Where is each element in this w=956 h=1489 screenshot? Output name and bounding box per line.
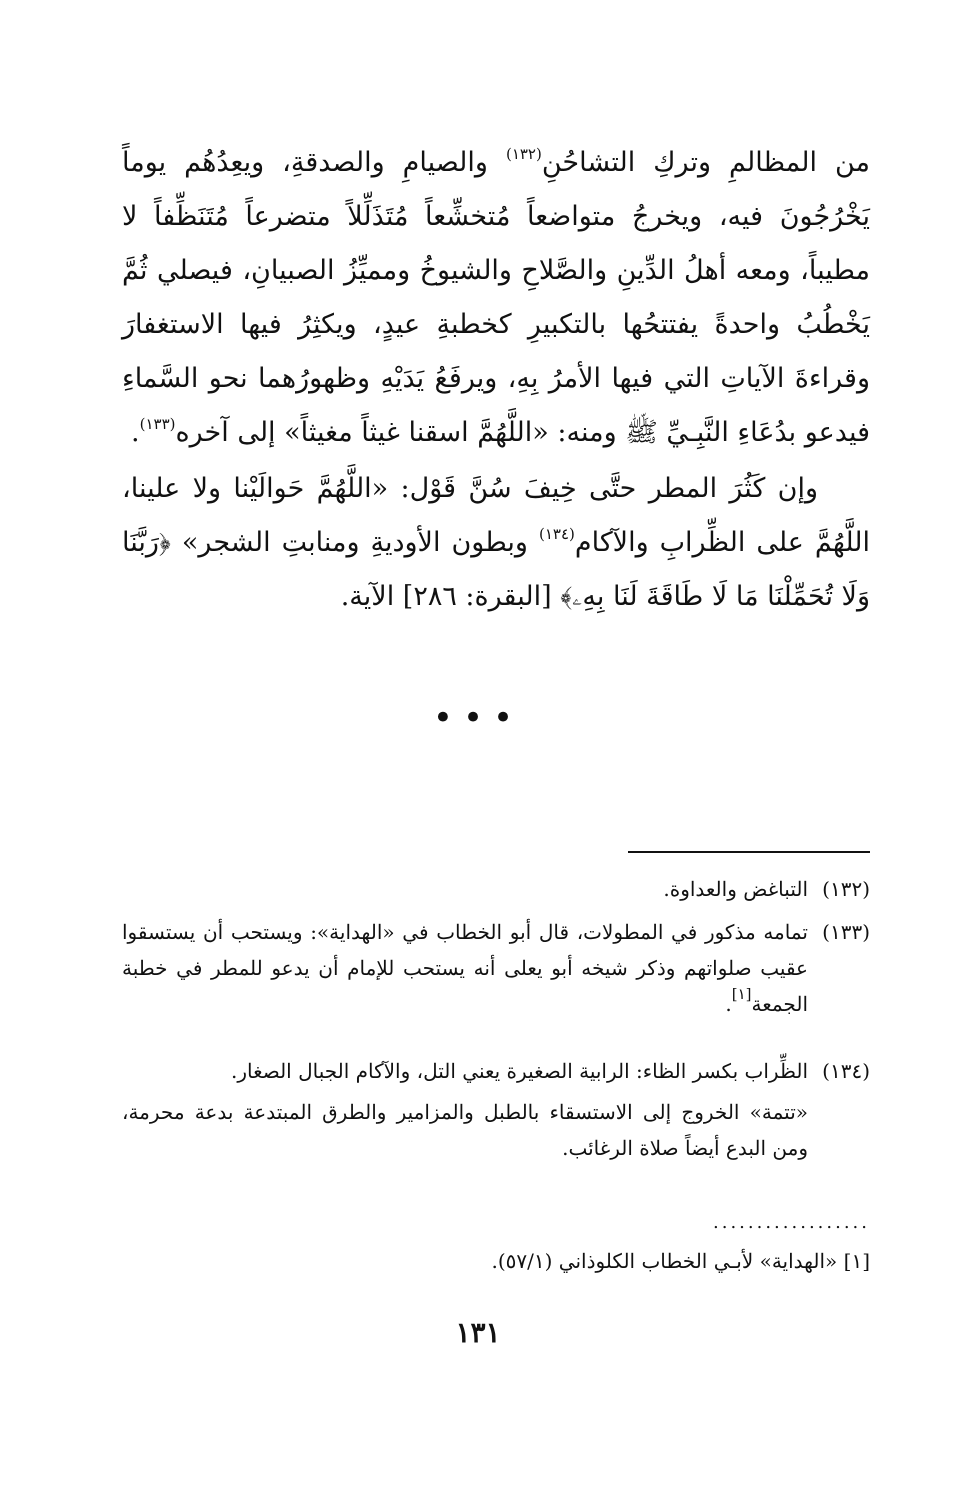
footnote-ref-133: (١٣٣) <box>139 415 176 433</box>
footnote-ref-132: (١٣٢) <box>505 145 542 163</box>
editor-separator: .................. <box>713 1212 870 1233</box>
page-number: ١٣١ <box>455 1316 501 1349</box>
paragraph-1 <box>122 136 870 460</box>
main-text <box>122 136 870 624</box>
footnote-number: (١٣٢) <box>822 877 870 901</box>
footnote-133 <box>122 914 870 1022</box>
text-run: وإن كَثُرَ المطر حتَّى خِيفَ سُنَّ قَوْل: «اللَّهُمَّ حَوالَيْنا ولا علينا، اللَّهُمَّ على الظِّرابِ والآكام <box>122 473 870 558</box>
footnote-text: التباغض والعداوة. <box>663 877 808 901</box>
footnote-text: الظِّراب بكسر الظاء: الرابية الصغيرة يعني التل، والآكام الجبال الصغار. <box>230 1059 808 1083</box>
text-run: وبطون الأوديةِ ومنابتِ الشجر» ﴿رَبَّنَا وَلَا تُحَمِّلْنَا مَا لَا طَاقَةَ لَنَا بِهِۦ﴾ [البقرة: ٢٨٦] الآية. <box>122 527 870 612</box>
footnote-134 <box>122 1053 870 1089</box>
text-run: . <box>131 417 140 448</box>
text-run: والصيامِ والصدقةِ، ويعِدُهُم يوماً يَخْرُجُونَ فيه، ويخرجُ متواضعاً مُتخشِّعاً مُتَذَلِّلاً متضرعاً مُتَنَظِّفاً لا مطيباً، ومعه أهلُ الدِّينِ والصَّلاحِ والشيوخُ ومميِّزُ الصبيانِ، فيصلي ثُمَّ يَخْطُبُ واحدةً يفتتحُها بالتكبيرِ كخطبةِ عيدٍ، ويكثِرُ فيها الاستغفارَ وقراءةَ الآياتِ التي فيها الأمرُ بِهِ، ويرفَعُ يَدَيْهِ وظهورُهما نحو السَّماءِ فيدعو بدُعَاءِ النَّبِـيِّ ﷺ ومنه: «اللَّهُمَّ اسقنا غيثاً مغيثاً» إلى آخره <box>122 147 870 448</box>
footnote-number: (١٣٣) <box>822 920 870 944</box>
footnote-ref-134: (١٣٤) <box>538 525 575 543</box>
section-separator: ••• <box>432 698 524 738</box>
footnote-132 <box>122 871 870 907</box>
footnote-text: تمامه مذكور في المطولات، قال أبو الخطاب في «الهداية»: ويستحب أن يستسقوا عقيب صلواتهم وذكر شيخه أبو يعلى أنه يستحب للإمام أن يدعو للمطر في خطبة الجمعة <box>122 920 808 1016</box>
footnote-text-end: . <box>725 992 732 1016</box>
footnote-number: (١٣٤) <box>822 1059 870 1083</box>
tatimma-text: «تتمة» الخروج إلى الاستسقاء بالطبل والمزامير والطرق المبتدعة بدعة محرمة، ومن البدع أيضاً صلاة الرغائب. <box>122 1100 808 1160</box>
tatimma-note <box>122 1094 870 1166</box>
editor-note-ref: [١] <box>731 985 752 1003</box>
editor-note: [١] «الهداية» لأبـي الخطاب الكلوذاني (٥٧/١). <box>491 1249 870 1273</box>
paragraph-2 <box>122 462 870 624</box>
footnote-rule <box>628 851 870 853</box>
text-run: من المظالمِ وتركِ التشاحُنِ <box>541 147 870 178</box>
